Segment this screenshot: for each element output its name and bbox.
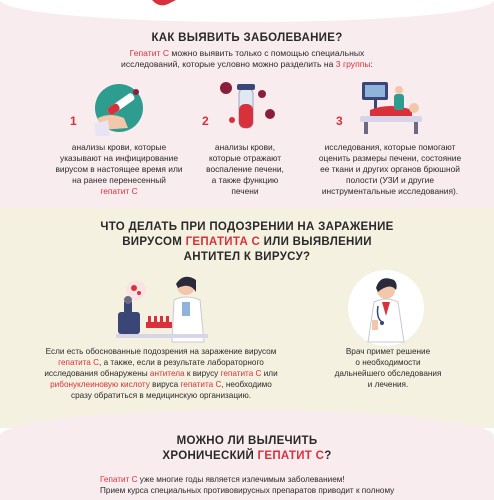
section3-text: Гепатит С уже многие годы является излечимым заболеванием! Прием курса специальных противовирусных препаратов приводит к полному bbox=[100, 475, 395, 495]
doctor-icon bbox=[346, 268, 426, 348]
blood-sample-virus-icon bbox=[212, 74, 282, 140]
step-1-text: анализы крови, которые указывают на инфицирование вирусом в настоящее время или на ранее перенесенный гепатит С bbox=[55, 142, 183, 196]
section3-title: МОЖНО ЛИ ВЫЛЕЧИТЬ ХРОНИЧЕСКИЙ ГЕПАТИТ С? bbox=[162, 435, 332, 462]
section2-title: ЧТО ДЕЛАТЬ ПРИ ПОДОЗРЕНИИ НА ЗАРАЖЕНИЕ ВИРУСОМ ГЕПАТИТА С ИЛИ ВЫЯВЛЕНИИ АНТИТЕЛ К ВИРУСУ? bbox=[100, 221, 394, 263]
blood-test-tube-icon bbox=[84, 78, 154, 138]
top-decoration-icon bbox=[150, 0, 190, 10]
ultrasound-exam-icon bbox=[350, 80, 430, 136]
step-2-text: анализы крови, которые отражают воспаление печени, а также функцию печени bbox=[206, 142, 284, 196]
section1-title: КАК ВЫЯВИТЬ ЗАБОЛЕВАНИЕ? bbox=[151, 32, 343, 44]
step-3-text: исследования, которые помогают оценить размеры печени, состояние ее ткани и других органов брюшной полости (УЗИ и другие инструментальные исследования). bbox=[318, 142, 462, 196]
top-curve bbox=[0, 0, 494, 22]
step-number-3: 3 bbox=[336, 114, 343, 128]
section2-right-text: Врач примет решение о необходимости дальнейшего обследования и лечения. bbox=[334, 347, 442, 389]
lab-researcher-icon bbox=[112, 272, 212, 344]
step-number-2: 2 bbox=[202, 114, 209, 128]
section2-left-text: Если есть обоснованные подозрения на заражение вирусом гепатита С, а также, если в результате лабораторного исследования обнаружены антитела к вирусу гепатита С или рибонуклеиновую кислоту вируса гепатита С, необходимо сразу обратиться в медицинскую организацию. bbox=[44, 347, 278, 400]
section1-intro: Гепатит С можно выявить только с помощью специальных исследований, которые условно можно разделить на 3 группы: bbox=[121, 48, 373, 69]
step-number-1: 1 bbox=[70, 114, 77, 128]
